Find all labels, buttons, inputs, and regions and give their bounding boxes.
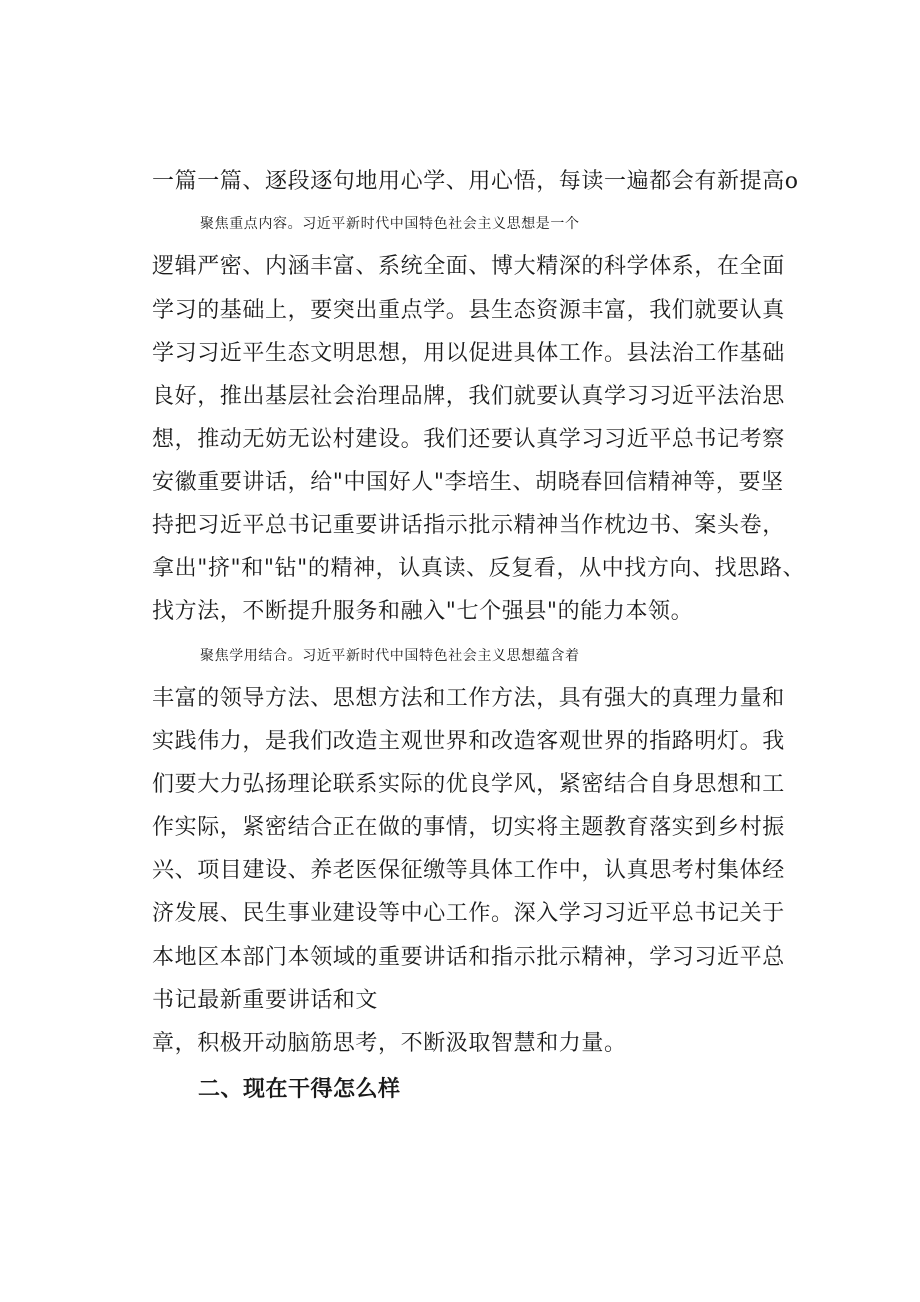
paragraph-line: 聚焦学用结合。习近平新时代中国特色社会主义思想蕴含着 <box>200 648 580 664</box>
paragraph-line: 想，推动无妨无讼村建设。我们还要认真学习习近平总书记考察 <box>152 427 785 452</box>
paragraph-line: 一篇一篇、逐段逐句地用心学、用心悟，每读一遍都会有新提高o <box>152 169 799 194</box>
paragraph-line: 学习的基础上，要突出重点学。县生态资源丰富，我们就要认真 <box>152 298 785 323</box>
paragraph-line: 逻辑严密、内涵丰富、系统全面、博大精深的科学体系，在全面 <box>152 254 785 279</box>
paragraph-line: 作实际，紧密结合正在做的事情，切实将主题教育落实到乡村振 <box>152 815 785 840</box>
paragraph-line: 书记最新重要讲话和文 <box>152 988 379 1013</box>
paragraph-line: 聚焦重点内容。习近平新时代中国特色社会主义思想是一个 <box>200 216 580 232</box>
paragraph-line: 济发展、民生事业建设等中心工作。深入学习习近平总书记关于 <box>152 901 785 926</box>
paragraph-line: 本地区本部门本领域的重要讲话和指示批示精神，学习习近平总 <box>152 945 785 970</box>
paragraph-line: 丰富的领导方法、思想方法和工作方法，具有强大的真理力量和 <box>152 686 785 711</box>
paragraph-line: 兴、项目建设、养老医保征缴等具体工作中，认真思考村集体经 <box>152 858 785 883</box>
paragraph-line: 拿出"挤"和"钻"的精神，认真读、反复看，从中找方向、找思路、 <box>152 556 806 581</box>
paragraph-line: 安徽重要讲话，给"中国好人"李培生、胡晓春回信精神等，要坚 <box>152 470 784 495</box>
paragraph-line: 持把习近平总书记重要讲话指示批示精神当作枕边书、案头卷， <box>152 513 785 538</box>
paragraph-line: 们要大力弘扬理论联系实际的优良学风，紧密结合自身思想和工 <box>152 772 785 797</box>
section-heading: 二、现在干得怎么样 <box>198 1077 401 1102</box>
paragraph-line: 学习习近平生态文明思想，用以促进具体工作。县法治工作基础 <box>152 341 785 366</box>
paragraph-line: 实践伟力，是我们改造主观世界和改造客观世界的指路明灯。我 <box>152 729 785 754</box>
paragraph-line: 良好，推出基层社会治理品牌，我们就要认真学习习近平法治思 <box>152 384 785 409</box>
paragraph-line: 找方法，不断提升服务和融入"七个强县"的能力本领。 <box>152 599 694 624</box>
paragraph-line: 章，积极开动脑筋思考，不断汲取智慧和力量。 <box>152 1031 627 1056</box>
